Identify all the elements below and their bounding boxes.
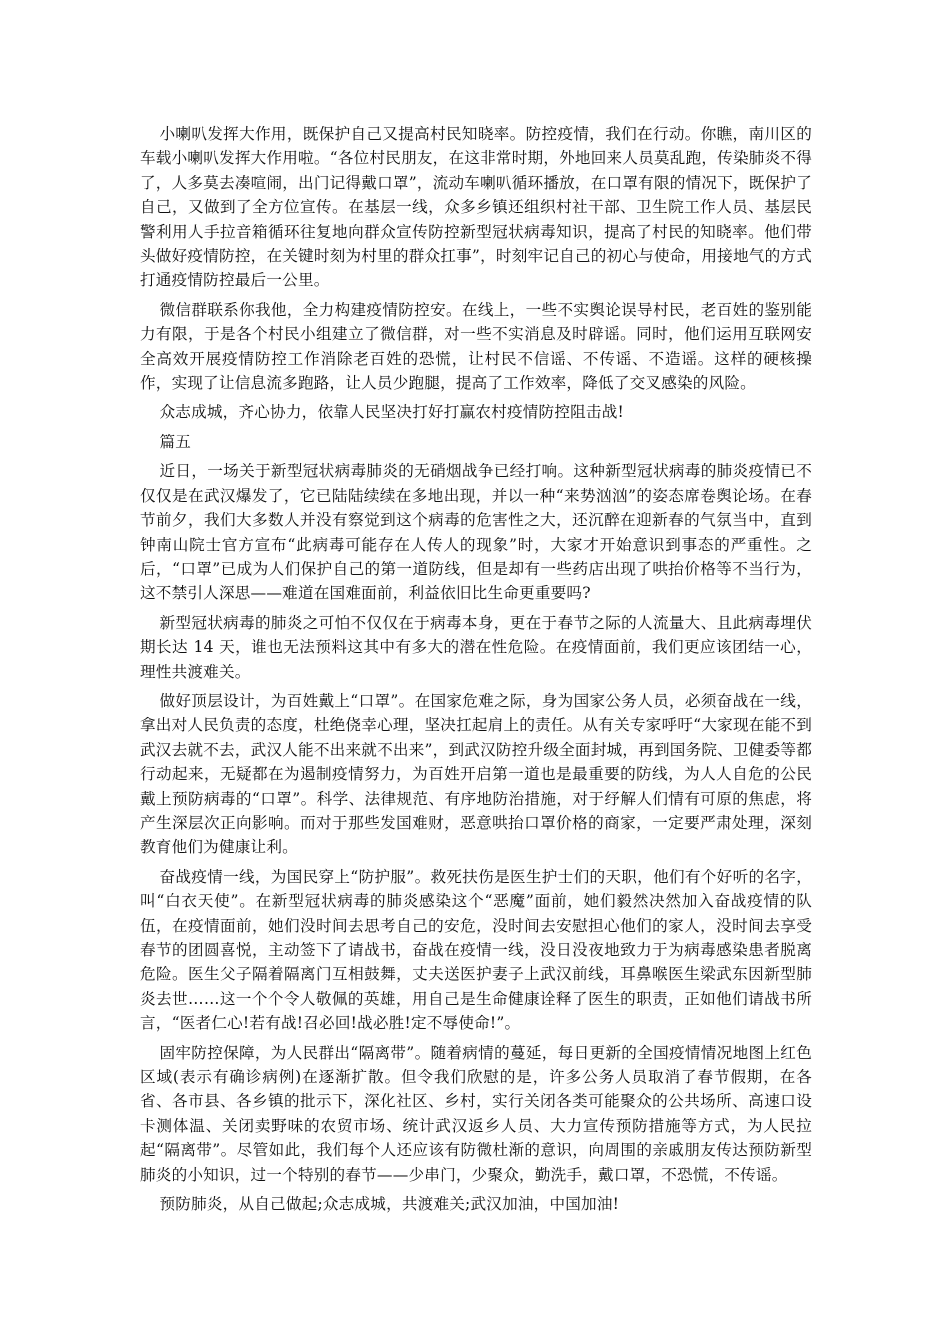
paragraph-unite: 众志成城，齐心协力，依靠人民坚决打好打赢农村疫情防控阻击战! xyxy=(159,403,624,422)
paragraph-closing: 预防肺炎，从自己做起;众志成城，共渡难关;武汉加油，中国加油! xyxy=(159,1195,620,1214)
paragraph-frontline: 奋战疫情一线，为国民穿上“防护服”。救死扶伤是医生护士们的天职，他们有个好听的名字，叫“白衣天使”。在新型冠状病毒的肺炎感染这个“恶魔”面前，她们毅然决然加入奋战疫情的队伍，在疫情面前，她们没时间去思考自己的安危，没时间去安慰担心他们的家人，没时间去享受春节的团圆喜悦，主动签下了请战书，奋战在疫情一线，没日没夜地致力于为病毒感染患者脱离危险。医生父子隔着隔离门互相鼓舞，丈夫送医护妻子上武汉前线，耳鼻喉医生梁武东因新型肺炎去世……这一个个令人敬佩的英雄，用自己是生命健康诠释了医生的职责，正如他们请战书所言，“医者仁心!若有战!召必回!战必胜!定不辱使命!”。 xyxy=(140,867,812,1033)
paragraph-danger: 新型冠状病毒的肺炎之可怕不仅仅在于病毒本身，更在于春节之际的人流量大、且此病毒埋伏期长达 14 天，谁也无法预料这其中有多大的潜在性危险。在疫情面前，我们更应该团结一心，理性共渡难关。 xyxy=(140,613,812,681)
paragraph-loudspeaker: 小喇叭发挥大作用，既保护自己又提高村民知晓率。防控疫情，我们在行动。你瞧，南川区的车载小喇叭发挥大作用啦。“各位村民朋友，在这非常时期，外地回来人员莫乱跑，传染肺炎不得了，人多莫去凑喧闹，出门记得戴口罩”，流动车喇叭循环播放，在口罩有限的情况下，既保护了自己，又做到了全方位宣传。在基层一线，众多乡镇还组织村社干部、卫生院工作人员、基层民警利用人手拉音箱循环往复地向群众宣传防控新型冠状病毒知识，提高了村民的知晓率。他们带头做好疫情防控，在关键时刻为村里的群众扛事”，时刻牢记自己的初心与使命，用接地气的方式打通疫情防控最后一公里。 xyxy=(140,125,812,290)
paragraph-isolation: 固牢防控保障，为人民群出“隔离带”。随着病情的蔓延，每日更新的全国疫情情况地图上红色区域(表示有确诊病例)在逐渐扩散。但令我们欣慰的是，许多公务人员取消了春节假期，在各省、各市县、各乡镇的批示下，深化社区、乡村，实行关闭各类可能聚众的公共场所、高速口设卡测体温、关闭卖野味的农贸市场、统计武汉返乡人员、大力宣传预防措施等方式，为人民拉起“隔离带”。尽管如此，我们每个人还应该有防微杜渐的意识，向周围的亲戚朋友传达预防新型肺炎的小知识，过一个特别的春节——少串门，少聚众，勤洗手，戴口罩，不恐慌，不传谣。 xyxy=(140,1043,812,1184)
paragraph-intro: 近日，一场关于新型冠状病毒肺炎的无硝烟战争已经打响。这种新型冠状病毒的肺炎疫情已不仅仅是在武汉爆发了，它已陆陆续续在多地出现，并以一种“来势汹汹”的姿态席卷舆论场。在春节前夕，我们大多数人并没有察觉到这个病毒的危害性之大，还沉醉在迎新春的气氛当中，直到钟南山院士官方宣布“此病毒可能存在人传人的现象”时，大家才开始意识到事态的严重性。之后，“口罩”已成为人们保护自己的第一道防线，但是却有一些药店出现了哄抬价格等不当行为，这不禁引人深思——难道在国难面前，利益依旧比生命更重要吗? xyxy=(140,462,812,603)
paragraph-top-level-design: 做好顶层设计，为百姓戴上“口罩”。在国家危难之际，身为国家公务人员，必须奋战在一线，拿出对人民负责的态度，杜绝侥幸心理，坚决扛起肩上的责任。从有关专家呼吁“大家现在能不到武汉去就不去，武汉人能不出来就不出来”，到武汉防控升级全面封城，再到国务院、卫健委等都行动起来，无疑都在为遏制疫情努力，为百姓开启第一道也是最重要的防线，为人人自危的公民戴上预防病毒的“口罩”。科学、法律规范、有序地防治措施，对于纾解人们情有可原的焦虑，将产生深层次正向影响。而对于那些发国难财，恶意哄抬口罩价格的商家，一定要严肃处理，深刻教育他们为健康让利。 xyxy=(140,691,812,857)
section-heading: 篇五 xyxy=(159,432,192,451)
document-body xyxy=(140,122,812,1221)
paragraph-wechat-group: 微信群联系你我他，全力构建疫情防控安。在线上，一些不实舆论误导村民，老百姓的鉴别能力有限，于是各个村民小组建立了微信群，对一些不实消息及时辟谣。同时，他们运用互联网安全高效开展疫情防控工作消除老百姓的恐慌，让村民不信谣、不传谣、不造谣。这样的硬核操作，实现了让信息流多跑路，让人员少跑腿，提高了工作效率，降低了交叉感染的风险。 xyxy=(140,300,812,393)
